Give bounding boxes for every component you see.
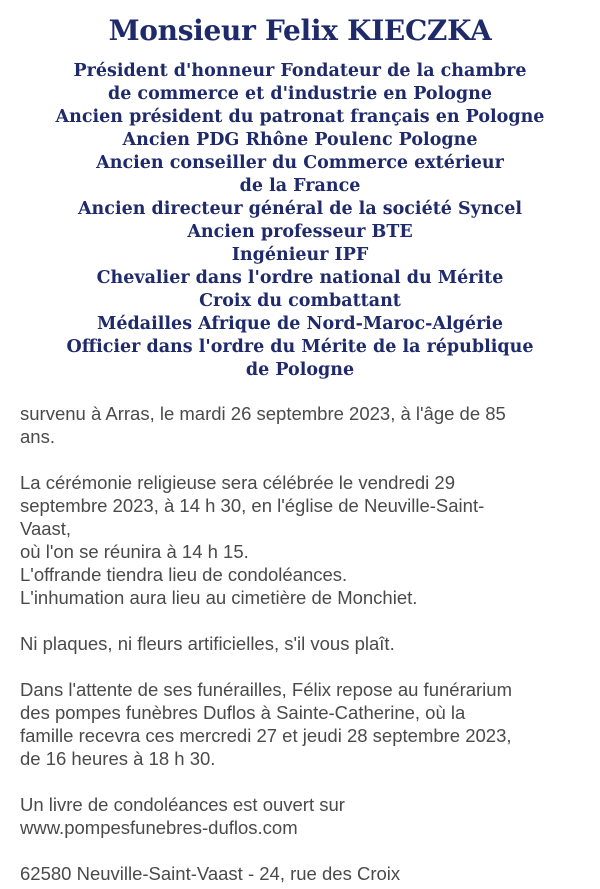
text-line: famille recevra ces mercredi 27 et jeudi 28 septembre 2023,	[20, 725, 512, 746]
text-line: ans.	[20, 426, 55, 447]
honors-list	[20, 60, 580, 382]
address-line: 62580 Neuville-Saint-Vaast - 24, rue des Croix	[20, 863, 401, 884]
text-line: L'inhumation aura lieu au cimetière de Monchiet.	[20, 587, 418, 608]
text-line: Dans l'attente de ses funérailles, Félix repose au funérarium	[20, 679, 512, 700]
flowers-paragraph	[20, 632, 580, 655]
condolence-book-paragraph	[20, 793, 580, 839]
wake-paragraph	[20, 678, 580, 770]
text-line: septembre 2023, à 14 h 30, en l'église de Neuville-Saint-	[20, 495, 485, 516]
honor-line: Ancien directeur général de la société Syncel	[77, 199, 522, 219]
text-line: où l'on se réunira à 14 h 15.	[20, 541, 249, 562]
text-line: de 16 heures à 18 h 30.	[20, 748, 216, 769]
honor-line: Chevalier dans l'ordre national du Mérite	[96, 268, 504, 288]
text-line: survenu à Arras, le mardi 26 septembre 2023, à l'âge de 85	[20, 403, 506, 424]
honor-line: Ancien président du patronat français en Pologne	[55, 107, 545, 127]
death-notice-paragraph	[20, 402, 580, 448]
honor-line: Médailles Afrique de Nord-Maroc-Algérie	[97, 314, 503, 334]
text-line: Vaast,	[20, 518, 72, 539]
honor-line: de Pologne	[245, 360, 355, 380]
text-line: L'offrande tiendra lieu de condoléances.	[20, 564, 348, 585]
honor-line: Ancien PDG Rhône Poulenc Pologne	[122, 130, 478, 150]
condolence-website-link[interactable]: www.pompesfunebres-duflos.com	[20, 817, 298, 838]
deceased-name: Monsieur Felix KIECZKA	[108, 14, 492, 47]
honor-line: Président d'honneur Fondateur de la chambre	[73, 61, 527, 81]
text-line: La cérémonie religieuse sera célébrée le vendredi 29	[20, 472, 456, 493]
ceremony-paragraph	[20, 471, 580, 609]
honor-line: Ancien conseiller du Commerce extérieur	[96, 153, 504, 173]
text-line: Un livre de condoléances est ouvert sur	[20, 794, 345, 815]
address-paragraph	[20, 862, 580, 885]
honor-line: de la France	[239, 176, 361, 196]
honor-line: Ingénieur IPF	[231, 245, 369, 265]
honor-line: de commerce et d'industrie en Pologne	[107, 84, 493, 104]
obituary-body	[20, 402, 580, 885]
honor-line: Croix du combattant	[199, 291, 401, 311]
text-line: Ni plaques, ni fleurs artificielles, s'il vous plaît.	[20, 633, 395, 654]
text-line: des pompes funèbres Duflos à Sainte-Catherine, où la	[20, 702, 466, 723]
honor-line: Ancien professeur BTE	[187, 222, 413, 242]
honor-line: Officier dans l'ordre du Mérite de la république	[66, 337, 534, 357]
